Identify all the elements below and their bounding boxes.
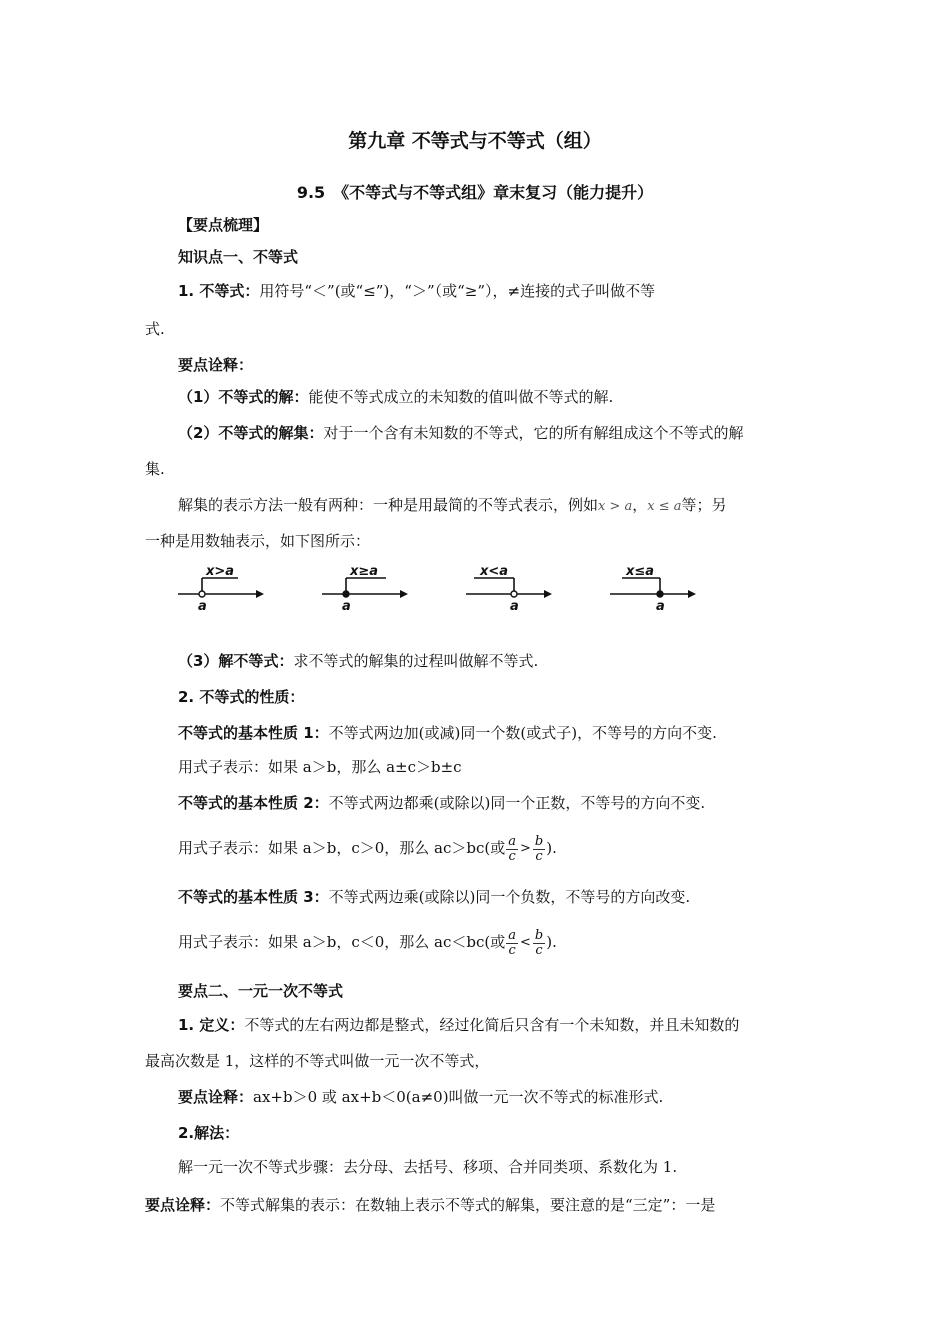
k2-heading: 2. 不等式的性质： bbox=[178, 688, 305, 706]
k1-point-3 bbox=[178, 650, 538, 672]
prop3-frac-right-den: c bbox=[535, 942, 543, 958]
property-1-expr: 用式子表示：如果 a＞b，那么 a±c＞b±c bbox=[178, 758, 462, 776]
k3-heading: 要点二、一元一次不等式 bbox=[178, 982, 344, 1000]
prop3-text: 不等式两边乘(或除以)同一个负数，不等号的方向改变. bbox=[328, 888, 691, 906]
prop2-label: 不等式的基本性质 2： bbox=[178, 794, 329, 812]
k1-p2-label: （2）不等式的解集： bbox=[178, 424, 324, 442]
k3-note-label: 要点诠释： bbox=[178, 1088, 254, 1106]
prop3-expr-post: ). bbox=[546, 933, 557, 951]
k1-p1-text: 能使不等式成立的未知数的值叫做不等式的解. bbox=[308, 388, 614, 406]
prop2-frac-right-num: b bbox=[534, 833, 544, 849]
number-line-3-point: a bbox=[510, 599, 519, 614]
prop3-relation: < bbox=[520, 935, 531, 950]
k3-def-text: 不等式的左右两边都是整式，经过化简后只含有一个未知数，并且未知数的 bbox=[244, 1016, 740, 1034]
k3-method-label: 2.解法： bbox=[178, 1124, 240, 1142]
k1-repr-example-1: x > a bbox=[598, 499, 633, 514]
prop2-relation: > bbox=[520, 841, 531, 856]
number-line-1-point: a bbox=[198, 599, 207, 614]
page-title: 第九章 不等式与不等式（组） bbox=[348, 130, 602, 152]
number-line-2 bbox=[320, 560, 412, 618]
k1-definition bbox=[178, 280, 655, 302]
prop2-frac-right bbox=[533, 835, 545, 864]
number-line-1-label: x>a bbox=[206, 564, 235, 579]
prop3-expr-pre: 用式子表示：如果 a＞b，c＜0，那么 ac＜bc(或 bbox=[178, 933, 506, 951]
number-line-4-label: x≤a bbox=[626, 564, 655, 579]
k3-definition-cont: 最高次数是 1，这样的不等式叫做一元一次不等式， bbox=[145, 1052, 490, 1070]
k1-point-2-cont: 集. bbox=[145, 460, 165, 478]
prop2-frac-left bbox=[506, 835, 518, 864]
k3-def-label: 1. 定义： bbox=[178, 1016, 245, 1034]
k1-point-1 bbox=[178, 386, 613, 408]
k1-repr-text-2: 等；另 bbox=[681, 496, 727, 514]
k1-representation-cont: 一种是用数轴表示，如下图所示： bbox=[145, 532, 371, 550]
k3-note-2 bbox=[145, 1194, 715, 1216]
k3-definition bbox=[178, 1014, 739, 1036]
number-line-3 bbox=[464, 560, 556, 618]
number-line-1 bbox=[176, 560, 268, 618]
number-line-4-point: a bbox=[656, 599, 665, 614]
k1-p2-text: 对于一个含有未知数的不等式，它的所有解组成这个不等式的解 bbox=[323, 424, 744, 442]
k1-point-2 bbox=[178, 422, 743, 444]
k1-note-label: 要点诠释： bbox=[178, 356, 254, 374]
section-subtitle: 9.5 《不等式与不等式组》章末复习（能力提升） bbox=[296, 183, 654, 202]
prop3-label: 不等式的基本性质 3： bbox=[178, 888, 329, 906]
prop3-frac-right-num: b bbox=[534, 927, 544, 943]
prop1-text: 不等式两边加(或减)同一个数(或式子)，不等号的方向不变. bbox=[328, 724, 717, 742]
k1-repr-text: 解集的表示方法一般有两种：一种是用最简的不等式表示，例如 bbox=[178, 496, 599, 514]
number-line-2-point: a bbox=[342, 599, 351, 614]
k1-repr-sep: ， bbox=[632, 496, 648, 514]
property-3-expr bbox=[178, 918, 557, 967]
prop3-frac-left-den: c bbox=[508, 942, 516, 958]
k1-representation bbox=[178, 494, 727, 518]
k1-repr-example-2: x ≤ a bbox=[647, 499, 682, 514]
k3-note2-text: 不等式解集的表示：在数轴上表示不等式的解集，要注意的是“三定”：一是 bbox=[220, 1196, 716, 1214]
number-line-3-label: x<a bbox=[480, 564, 509, 579]
prop3-frac-right bbox=[533, 929, 545, 958]
prop2-text: 不等式两边都乘(或除以)同一个正数，不等号的方向不变. bbox=[328, 794, 706, 812]
number-line-2-label: x≥a bbox=[350, 564, 379, 579]
k3-note bbox=[178, 1086, 663, 1108]
k1-p1-label: （1）不等式的解： bbox=[178, 388, 309, 406]
property-3 bbox=[178, 886, 690, 908]
k1-definition-cont: 式. bbox=[145, 320, 165, 338]
k1-heading: 知识点一、不等式 bbox=[178, 248, 299, 266]
prop3-frac-left-num: a bbox=[508, 927, 516, 943]
k3-note2-label: 要点诠释： bbox=[145, 1196, 221, 1214]
k1-def-label: 1. 不等式： bbox=[178, 282, 260, 300]
number-line-4 bbox=[608, 560, 700, 618]
k3-method-text: 解一元一次不等式步骤：去分母、去括号、移项、合并同类项、系数化为 1. bbox=[178, 1158, 678, 1176]
k1-def-text: 用符号“＜”(或“≤”)，“＞”（或“≥”），≠连接的式子叫做不等 bbox=[259, 282, 656, 300]
prop2-frac-right-den: c bbox=[535, 848, 543, 864]
k3-note-text: ax+b＞0 或 ax+b＜0(a≠0)叫做一元一次不等式的标准形式. bbox=[253, 1088, 664, 1106]
k1-p3-text: 求不等式的解集的过程叫做解不等式. bbox=[293, 652, 539, 670]
prop3-frac-left bbox=[506, 929, 518, 958]
property-1 bbox=[178, 722, 717, 744]
prop1-label: 不等式的基本性质 1： bbox=[178, 724, 329, 742]
prop2-expr-pre: 用式子表示：如果 a＞b，c＞0，那么 ac＞bc(或 bbox=[178, 839, 506, 857]
property-2-expr bbox=[178, 824, 557, 873]
prop2-frac-left-num: a bbox=[508, 833, 516, 849]
prop2-expr-post: ). bbox=[546, 839, 557, 857]
property-2 bbox=[178, 792, 705, 814]
k1-p3-label: （3）解不等式： bbox=[178, 652, 294, 670]
prop2-frac-left-den: c bbox=[508, 848, 516, 864]
section-header: 【要点梳理】 bbox=[178, 216, 269, 234]
